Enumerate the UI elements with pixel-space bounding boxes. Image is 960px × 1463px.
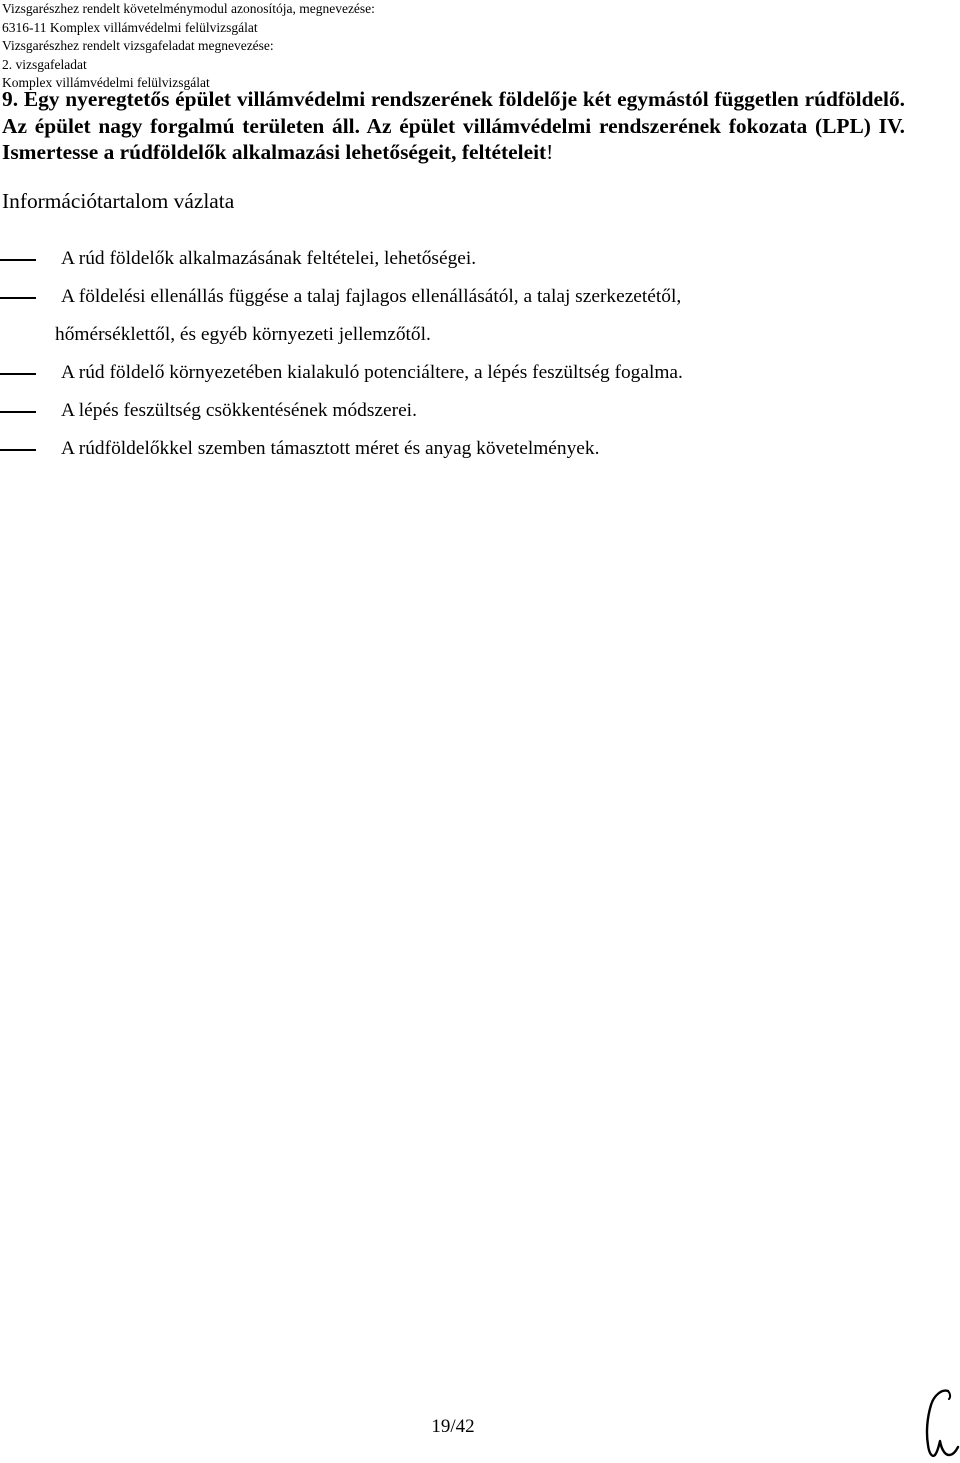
dash-bullet-icon — [0, 373, 36, 375]
question-text — [2, 86, 905, 166]
list-item-text: A földelési ellenállás függése a talaj fajlagos ellenállásától, a talaj szerkezetétől, — [61, 286, 682, 307]
question-body: 9. Egy nyeregtetős épület villámvédelmi rendszerének földelője két egymástól független rúdföldelő. Az épület nagy forgalmú területen áll. Az épület villámvédelmi rendszerének fokozata (LPL) IV. Ismertesse a rúdföldelők alkalmazási lehetőségeit, feltételeit — [2, 87, 905, 164]
signature-icon — [918, 1385, 960, 1463]
list-item — [0, 278, 930, 354]
dash-bullet-icon — [0, 449, 36, 451]
list-item — [0, 392, 930, 430]
dash-bullet-icon — [0, 259, 36, 261]
list-item-text: A lépés feszültség csökkentésének módszerei. — [61, 400, 417, 421]
list-item-text: A rúd földelő környezetében kialakuló potenciáltere, a lépés feszültség fogalma. — [61, 362, 683, 383]
page-number: 19/42 — [431, 1416, 475, 1437]
list-item — [0, 430, 930, 468]
header-module-label: Vizsgarészhez rendelt követelménymodul azonosítója, megnevezése: — [2, 1, 375, 16]
outline-title: Információtartalom vázlata — [2, 189, 235, 213]
list-item-text-continued: hőmérséklettől, és egyéb környezeti jellemzőtől. — [55, 324, 431, 345]
header-task-label: Vizsgarészhez rendelt vizsgafeladat megnevezése: — [2, 38, 274, 54]
header-module-name: 6316-11 Komplex villámvédelmi felülvizsgálat — [2, 19, 258, 35]
list-item-text: A rúd földelők alkalmazásának feltételei, lehetőségei. — [61, 248, 477, 269]
list-item-text: A rúdföldelőkkel szemben támasztott méret és anyag követelmények. — [61, 438, 600, 459]
page-header — [2, 0, 952, 93]
question-exclamation: ! — [546, 140, 554, 164]
header-task-name: Komplex villámvédelmi felülvizsgálat — [2, 75, 210, 91]
dash-bullet-icon — [0, 297, 36, 299]
dash-bullet-icon — [0, 411, 36, 413]
outline-list — [0, 240, 930, 468]
list-item — [0, 240, 930, 278]
header-task-number: 2. vizsgafeladat — [2, 56, 87, 72]
list-item — [0, 354, 930, 392]
